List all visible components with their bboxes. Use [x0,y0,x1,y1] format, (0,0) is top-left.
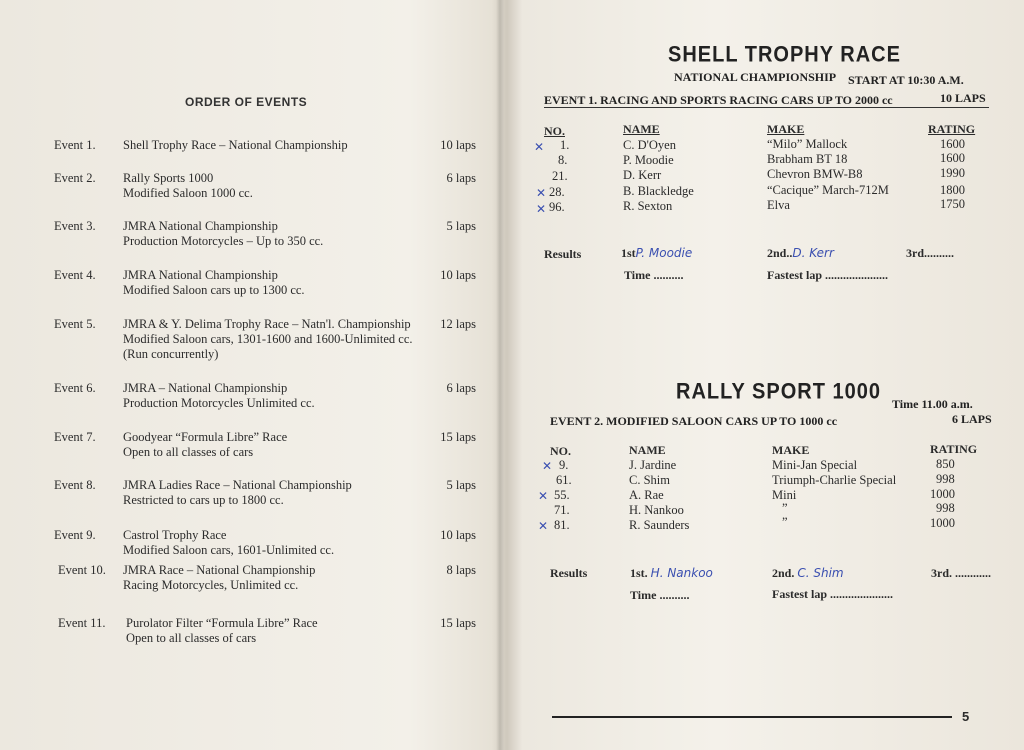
race1-header-no: NO. [544,124,565,138]
race2-entry-name: A. Rae [629,488,664,502]
race2-entry-rating: 998 [936,472,955,486]
event-line: Restricted to cars up to 1800 cc. [123,493,284,507]
race1-third-place [906,246,954,261]
second-label: 2nd. [772,566,795,580]
event-description [123,563,443,593]
race2-entry-rating: 1000 [930,487,955,501]
race2-entry-name: J. Jardine [629,458,677,472]
race2-entry-make: Mini-Jan Special [772,458,858,472]
race1-entry-make: “Milo” Mallock [767,137,848,151]
second-value: D. Kerr [792,246,834,260]
race2-entry-make: ” [782,515,788,529]
race1-entry-name: C. D'Oyen [623,138,676,152]
event-number: Event 2. [54,171,96,185]
event-number: Event 4. [54,268,96,282]
race1-entry-rating: 1600 [940,151,965,165]
race2-entry-mark: ✕ [538,519,549,533]
race1-entry-make: Brabham BT 18 [767,152,848,166]
race1-results-label: Results [544,247,582,261]
race1-laps: 10 LAPS [940,91,986,105]
race1-time: Time .......... [624,268,684,282]
race1-event-heading: EVENT 1. RACING AND SPORTS RACING CARS UP TO 2000 cc [544,93,893,107]
race1-entry-name: D. Kerr [623,168,662,182]
event-laps: 8 laps [446,563,476,577]
event-laps: 15 laps [440,430,476,444]
event-description [126,616,446,646]
race2-entry-rating: 1000 [930,516,955,530]
event-number: Event 9. [54,528,96,542]
event-laps: 6 laps [446,381,476,395]
event-line: JMRA Ladies Race – National Championship [123,478,352,492]
race1-entry-mark: ✕ [536,186,547,200]
event-description [123,268,443,298]
event-description [123,381,443,411]
race1-entry-name: P. Moodie [623,153,674,167]
rally-sport-1000-title: RALLY SPORT 1000 [676,379,881,405]
race2-entry-mark: ✕ [542,459,553,473]
second-value: C. Shim [797,566,844,580]
race1-fastest-lap: Fastest lap ..................... [767,268,888,282]
event-description [123,138,443,153]
event-laps: 6 laps [446,171,476,185]
event-line: Modified Saloon cars up to 1300 cc. [123,283,305,297]
race1-second-place: 2nd..D. Kerr [767,246,834,260]
second-label: 2nd [767,246,787,260]
shell-trophy-race-title: SHELL TROPHY RACE [668,42,901,68]
race1-entry-rating: 1600 [940,137,965,151]
race2-start-time: Time 11.00 a.m. [892,397,973,411]
left-page [0,0,496,750]
event-line: Open to all classes of cars [123,445,254,459]
race2-entry-no: 61. [556,473,572,487]
race1-entry-rating: 1750 [940,197,965,211]
event-laps: 10 laps [440,268,476,282]
race1-heading-underline [544,107,989,108]
event-line: Open to all classes of cars [126,631,257,645]
event-line: JMRA – National Championship [123,381,288,395]
race2-results-label: Results [550,566,588,580]
race2-entry-name: C. Shim [629,473,670,487]
race1-entry-name: R. Sexton [623,199,673,213]
event-laps: 5 laps [446,219,476,233]
event-line: Modified Saloon 1000 cc. [123,186,253,200]
event-description [123,430,443,460]
event-laps: 10 laps [440,528,476,542]
event-line: JMRA & Y. Delima Trophy Race – Natn'l. Championship [123,317,411,331]
event-line: Production Motorcycles – Up to 350 cc. [123,234,324,248]
race2-entry-name: H. Nankoo [629,503,684,517]
race1-header-make: MAKE [767,122,805,136]
race2-entry-no: 9. [559,458,569,472]
race2-entry-rating: 850 [936,457,955,471]
race1-entry-no: 21. [552,169,568,183]
race1-start-time: START AT 10:30 A.M. [848,73,964,87]
event-line: Castrol Trophy Race [123,528,227,542]
event-line: JMRA National Championship [123,268,278,282]
race1-entry-no: 28. [549,185,565,199]
event-number: Event 5. [54,317,96,331]
third-value: ............ [955,566,991,580]
event-line: Modified Saloon cars, 1301-1600 and 1600-Unlimited cc. [123,332,413,346]
event-number: Event 1. [54,138,96,152]
race2-header-name: NAME [629,443,666,457]
book-spine [496,0,504,750]
event-line: Goodyear “Formula Libre” Race [123,430,288,444]
event-laps: 12 laps [440,317,476,331]
race1-entry-no: 1. [560,138,570,152]
first-value: H. Nankoo [650,566,713,580]
race1-entry-make: Elva [767,198,790,212]
event-number: Event 10. [58,563,106,577]
race2-laps: 6 LAPS [952,412,992,426]
third-label: 3rd. [931,566,952,580]
event-line: Shell Trophy Race – National Championship [123,138,348,152]
race2-header-make: MAKE [772,443,810,457]
race1-entry-name: B. Blackledge [623,184,694,198]
race2-entry-make: Triumph-Charlie Special [772,473,897,487]
event-number: Event 6. [54,381,96,395]
event-line: JMRA National Championship [123,219,278,233]
race2-second-place [772,566,844,581]
event-number: Event 7. [54,430,96,444]
race1-entry-no: 96. [549,200,565,214]
race2-third-place [931,566,991,581]
first-label: 1st [621,246,636,260]
race2-time: Time .......... [630,588,690,602]
third-value: .......... [924,246,954,260]
event-description [123,528,443,558]
race1-entry-rating: 1800 [940,183,965,197]
race1-entry-make: Chevron BMW-B8 [767,167,863,181]
race2-header-no: NO. [550,444,571,458]
event-description [123,478,443,508]
race1-entry-make: “Cacique” March-712M [767,183,889,197]
event-laps: 15 laps [440,616,476,630]
race1-first-place [621,246,692,261]
event-description [123,171,443,201]
event-line: Modified Saloon cars, 1601-Unlimited cc. [123,543,335,557]
race2-entry-make: ” [782,501,788,515]
event-line: JMRA Race – National Championship [123,563,316,577]
race2-entry-no: 55. [554,488,570,502]
race2-entry-no: 81. [554,518,570,532]
race1-entry-mark: ✕ [534,140,545,154]
race2-entry-name: R. Saunders [629,518,690,532]
order-of-events-title: ORDER OF EVENTS [185,95,308,109]
race2-entry-mark: ✕ [538,489,549,503]
event-number: Event 3. [54,219,96,233]
event-laps: 5 laps [446,478,476,492]
race2-entry-no: 71. [554,503,570,517]
race2-entry-rating: 998 [936,501,955,515]
race1-entry-no: 8. [558,153,568,167]
event-line: (Run concurrently) [123,347,219,361]
event-number: Event 8. [54,478,96,492]
race2-event-heading: EVENT 2. MODIFIED SALOON CARS UP TO 1000 cc [550,414,838,428]
race1-entry-mark: ✕ [536,202,547,216]
race2-fastest-lap: Fastest lap ..................... [772,587,893,601]
event-line: Purolator Filter “Formula Libre” Race [126,616,318,630]
event-number: Event 11. [58,616,106,630]
race2-first-place [630,566,713,581]
race2-entry-make: Mini [772,488,797,502]
event-laps: 10 laps [440,138,476,152]
event-line: Rally Sports 1000 [123,171,214,185]
event-description [123,317,463,362]
race1-entry-rating: 1990 [940,166,965,180]
event-description [123,219,443,249]
race1-header-name: NAME [623,122,660,136]
race1-subtitle: NATIONAL CHAMPIONSHIP [674,70,837,84]
event-line: Production Motorcycles Unlimited cc. [123,396,315,410]
event-line: Racing Motorcycles, Unlimited cc. [123,578,299,592]
right-page [504,0,1024,750]
first-label: 1st. [630,566,648,580]
race1-header-rating: RATING [928,122,976,136]
footer-rule [552,716,952,718]
page-number: 5 [962,709,970,724]
third-label: 3rd [906,246,924,260]
race2-header-rating: RATING [930,442,978,456]
first-value: P. Moodie [635,246,693,260]
